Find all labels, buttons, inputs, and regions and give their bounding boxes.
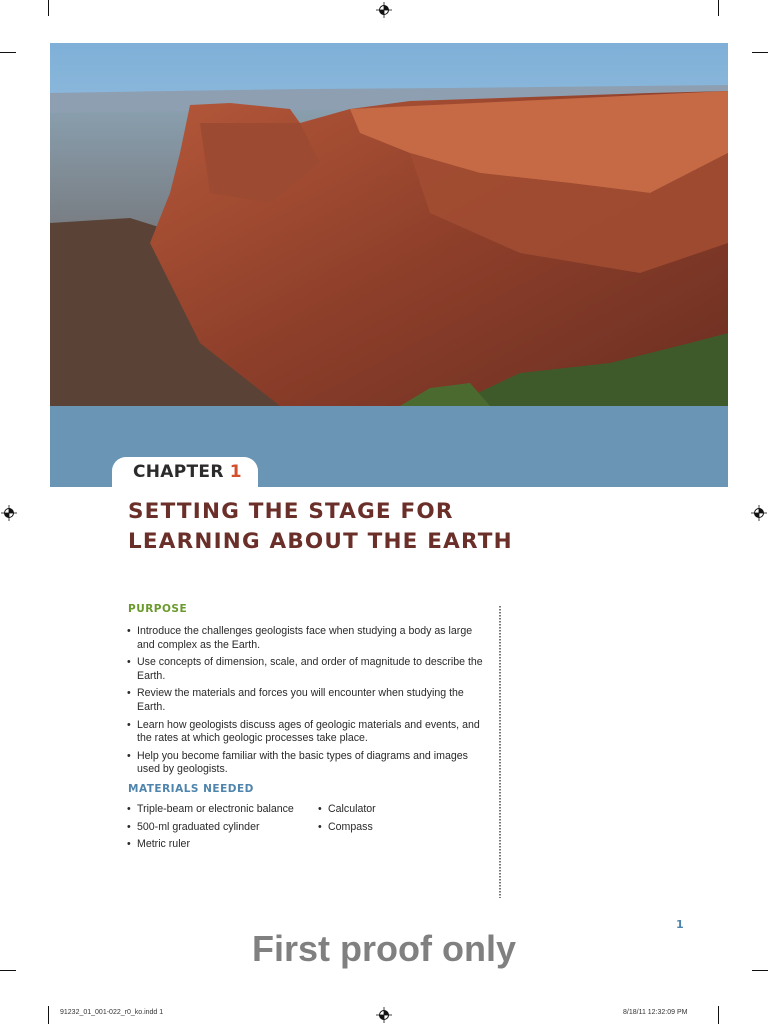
crop-mark — [718, 1006, 719, 1024]
chapter-title-line: LEARNING ABOUT THE EARTH — [128, 529, 513, 554]
registration-target-icon — [376, 1007, 392, 1023]
list-item: • Triple-beam or electronic balance — [127, 803, 317, 817]
registration-target-icon — [1, 505, 17, 521]
list-item: • Learn how geologists discuss ages of geologic materials and events, and the rates at which geologic processes take place. — [127, 719, 492, 746]
list-item: • Help you become familiar with the basic types of diagrams and images used by geologists. — [127, 750, 492, 777]
list-item: • Introduce the challenges geologists face when studying a body as large and complex as the Earth. — [127, 625, 492, 652]
crop-mark — [48, 0, 49, 16]
registration-target-icon — [376, 2, 392, 18]
list-item: • Use concepts of dimension, scale, and order of magnitude to describe the Earth. — [127, 656, 492, 683]
list-item: • Review the materials and forces you will encounter when studying the Earth. — [127, 687, 492, 714]
materials-list — [127, 803, 317, 856]
list-item: • Compass — [318, 821, 468, 835]
crop-mark — [0, 52, 16, 53]
proof-stamp: First proof only — [252, 928, 516, 969]
crop-mark — [752, 970, 768, 971]
crop-mark — [752, 52, 768, 53]
canyon-landscape-photo — [50, 43, 728, 406]
chapter-title-line: SETTING THE STAGE FOR — [128, 499, 454, 524]
chapter-label: CHAPTER — [133, 462, 224, 482]
crop-mark — [0, 970, 16, 971]
crop-mark — [48, 1006, 49, 1024]
list-item: • 500-ml graduated cylinder — [127, 821, 317, 835]
slug-file: 91232_01_001-022_r0_ko.indd 1 — [60, 1009, 164, 1016]
dotted-divider — [499, 606, 501, 898]
slug-timestamp: 8/18/11 12:32:09 PM — [623, 1009, 688, 1016]
list-item: • Calculator — [318, 803, 468, 817]
crop-mark — [718, 0, 719, 16]
page-number: 1 — [676, 918, 684, 931]
chapter-number: 1 — [229, 462, 242, 482]
list-item: • Metric ruler — [127, 838, 317, 852]
materials-list — [318, 803, 468, 838]
purpose-list — [127, 625, 492, 781]
chapter-title — [128, 497, 588, 557]
materials-heading: MATERIALS NEEDED — [128, 783, 254, 795]
purpose-heading: PURPOSE — [128, 603, 188, 615]
chapter-tab — [112, 457, 258, 487]
registration-target-icon — [751, 505, 767, 521]
